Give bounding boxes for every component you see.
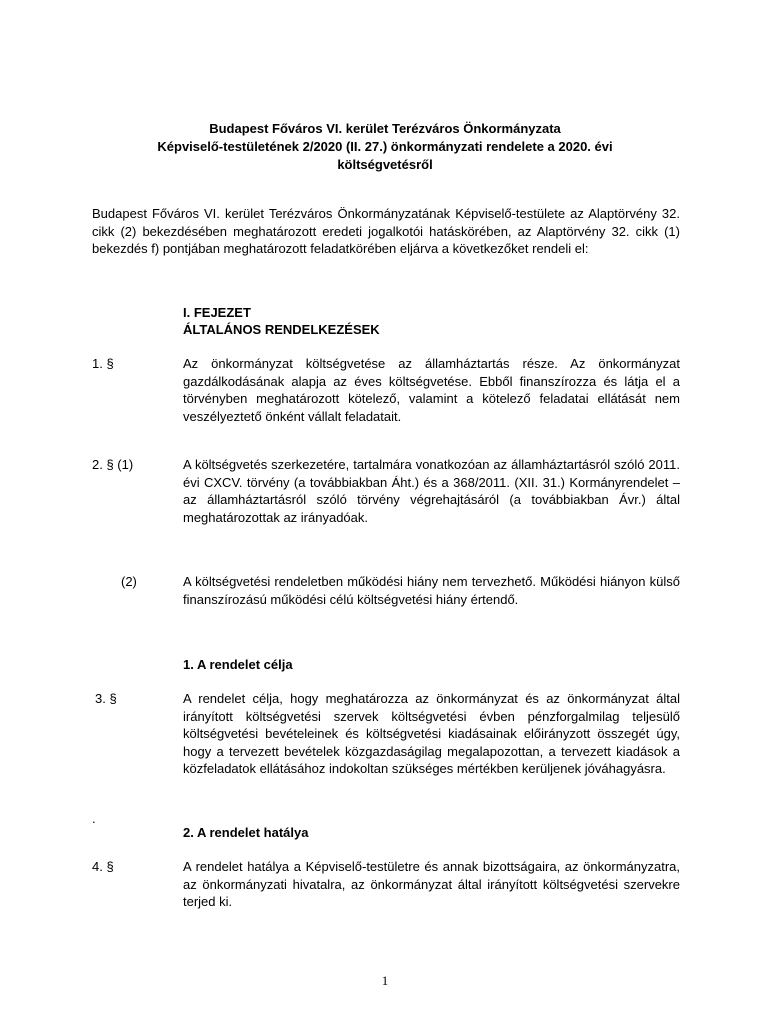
title-line-1: Budapest Főváros VI. kerület Terézváros Önkormányzata (209, 121, 561, 136)
section-number: 2. § (1) (92, 457, 134, 472)
subheading: 2. A rendelet hatálya (183, 825, 309, 840)
page-number: 1 (381, 973, 389, 988)
section-text: A költségvetési rendeletben működési hiány nem tervezhető. Működési hiányon külső finanszírozású működési célú költségvetési hiány értendő. (183, 574, 680, 607)
stray-dot: . (92, 811, 96, 826)
section-text: A rendelet hatálya a Képviselő-testületre és annak bizottságaira, az önkormányzatra, az önkormányzati hivatalra, az önkormányzat által irányított költségvetési szervekre terjed ki. (183, 859, 680, 909)
document-title (90, 120, 680, 174)
title-line-2: Képviselő-testületének 2/2020 (II. 27.) önkormányzati rendelete a 2020. évi (157, 139, 613, 154)
section-number: 4. § (92, 859, 114, 874)
chapter-number: I. FEJEZET (183, 305, 251, 320)
title-line-3: költségvetésről (337, 157, 433, 172)
section-text: A rendelet célja, hogy meghatározza az önkormányzat és az önkormányzat által irányított költségvetési szervek költségvetési évben pénzforgalmilag teljesülő költségvetési bevételeinek és költségvetési kiadásainak előirányzott összegét úgy, hogy a tervezett bevételek közgazdaságilag megalapozottan, a tervezett kiadások a közfeladatok ellátásához indokoltan szükséges mértékben kerüljenek jóváhagyásra. (183, 691, 680, 776)
subheading: 1. A rendelet célja (183, 657, 293, 672)
section-number: 1. § (92, 356, 114, 371)
section-number: 3. § (95, 691, 117, 706)
chapter-title: ÁLTALÁNOS RENDELKEZÉSEK (183, 322, 380, 337)
section-text: A költségvetés szerkezetére, tartalmára vonatkozóan az államháztartásról szóló 2011. évi CXCV. törvény (a továbbiakban Áht.) és a 368/2011. (XII. 31.) Kormányrendelet – az államháztartásról szóló törvény végrehajtásáról (a továbbiakban Ávr.) által meghatározottak az irányadóak. (183, 457, 680, 525)
subsection-number: (2) (121, 574, 137, 589)
preamble-paragraph: Budapest Főváros VI. kerület Terézváros Önkormányzatának Képviselő-testülete az Alaptörvény 32. cikk (2) bekezdésében meghatározott eredeti jogalkotói hatáskörében, az Alaptörvény 32. cikk (1) bekezdés f) pontjában meghatározott feladatkörében eljárva a következőket rendeli el: (92, 206, 680, 256)
section-text: Az önkormányzat költségvetése az államháztartás része. Az önkormányzat gazdálkodásának alapja az éves költségvetése. Ebből finanszírozza és látja el a törvényben meghatározott kötelező, valamint a kötelező feladatai ellátását nem veszélyeztető önként vállalt feladatait. (183, 356, 680, 424)
